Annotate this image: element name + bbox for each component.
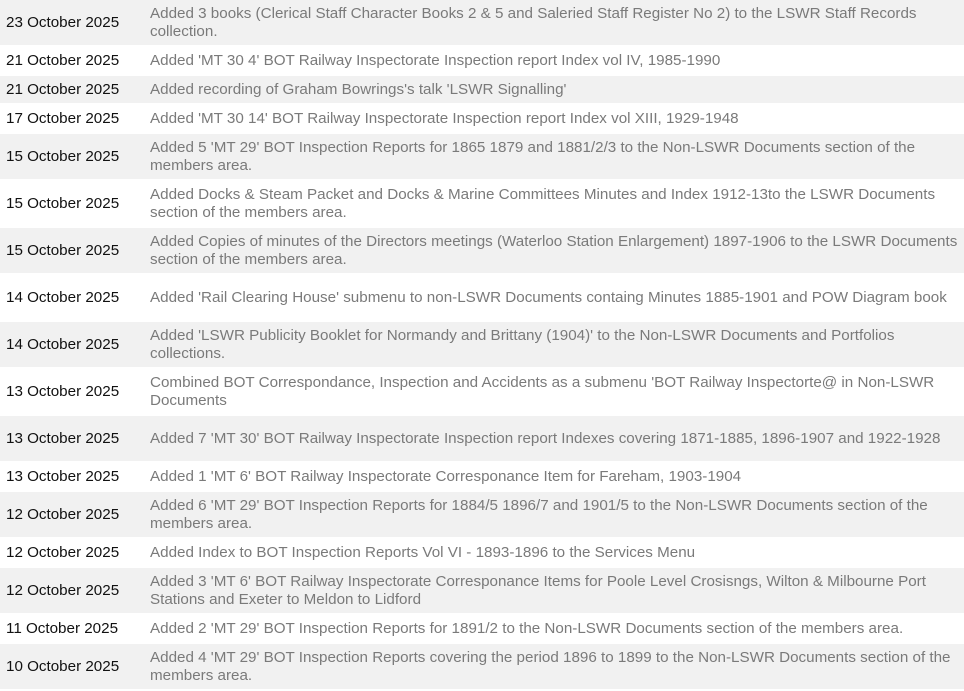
update-description: Added 7 'MT 30' BOT Railway Inspectorate Inspection report Indexes covering 1871-1885, 1896-1907 and 1922-1928 [144,416,964,461]
update-description: Added 5 'MT 29' BOT Inspection Reports for 1865 1879 and 1881/2/3 to the Non-LSWR Documents section of the members area. [144,134,964,179]
table-row [0,463,964,490]
update-date: 13 October 2025 [0,463,144,490]
update-description: Added Copies of minutes of the Directors meetings (Waterloo Station Enlargement) 1897-1906 to the LSWR Documents section of the members area. [144,228,964,273]
update-description: Combined BOT Correspondance, Inspection and Accidents as a submenu 'BOT Railway Inspectorte@ in Non-LSWR Documents [144,369,964,414]
update-description: Added Docks & Steam Packet and Docks & Marine Committees Minutes and Index 1912-13to the LSWR Documents section of the members area. [144,181,964,226]
update-date: 12 October 2025 [0,539,144,566]
update-date: 14 October 2025 [0,275,144,320]
update-date: 13 October 2025 [0,369,144,414]
update-date: 15 October 2025 [0,228,144,273]
table-row [0,181,964,226]
table-row [0,492,964,537]
update-description: Added 'MT 30 4' BOT Railway Inspectorate Inspection report Index vol IV, 1985-1990 [144,47,964,74]
table-row [0,228,964,273]
update-date: 21 October 2025 [0,76,144,103]
update-description: Added 'MT 30 14' BOT Railway Inspectorate Inspection report Index vol XIII, 1929-1948 [144,105,964,132]
table-row [0,105,964,132]
table-row [0,644,964,689]
table-row [0,568,964,613]
update-description: Added Index to BOT Inspection Reports Vol VI - 1893-1896 to the Services Menu [144,539,964,566]
update-description: Added 4 'MT 29' BOT Inspection Reports covering the period 1896 to 1899 to the Non-LSWR Documents section of the members area. [144,644,964,689]
update-date: 11 October 2025 [0,615,144,642]
table-row [0,0,964,45]
update-date: 15 October 2025 [0,181,144,226]
update-description: Added 3 'MT 6' BOT Railway Inspectorate Corresponance Items for Poole Level Crosisngs, Wilton & Milbourne Port Stations and Exeter to Meldon to Lidford [144,568,964,613]
update-date: 12 October 2025 [0,492,144,537]
update-description: Added 1 'MT 6' BOT Railway Inspectorate Corresponance Item for Fareham, 1903-1904 [144,463,964,490]
update-description: Added recording of Graham Bowrings's talk 'LSWR Signalling' [144,76,964,103]
update-description: Added 2 'MT 29' BOT Inspection Reports for 1891/2 to the Non-LSWR Documents section of the members area. [144,615,964,642]
table-row [0,322,964,367]
table-row [0,369,964,414]
update-description: Added 6 'MT 29' BOT Inspection Reports for 1884/5 1896/7 and 1901/5 to the Non-LSWR Documents section of the members area. [144,492,964,537]
table-row [0,275,964,320]
table-row [0,134,964,179]
table-row [0,539,964,566]
update-date: 15 October 2025 [0,134,144,179]
update-date: 10 October 2025 [0,644,144,689]
update-description: Added 'Rail Clearing House' submenu to non-LSWR Documents containg Minutes 1885-1901 and POW Diagram book [144,275,964,320]
update-date: 23 October 2025 [0,0,144,45]
update-description: Added 3 books (Clerical Staff Character Books 2 & 5 and Saleried Staff Register No 2) to the LSWR Staff Records collection. [144,0,964,45]
update-date: 14 October 2025 [0,322,144,367]
update-description: Added 'LSWR Publicity Booklet for Normandy and Brittany (1904)' to the Non-LSWR Documents and Portfolios collections. [144,322,964,367]
table-row [0,47,964,74]
update-date: 21 October 2025 [0,47,144,74]
update-date: 13 October 2025 [0,416,144,461]
table-row [0,76,964,103]
table-row [0,416,964,461]
update-date: 17 October 2025 [0,105,144,132]
table-row [0,615,964,642]
update-date: 12 October 2025 [0,568,144,613]
